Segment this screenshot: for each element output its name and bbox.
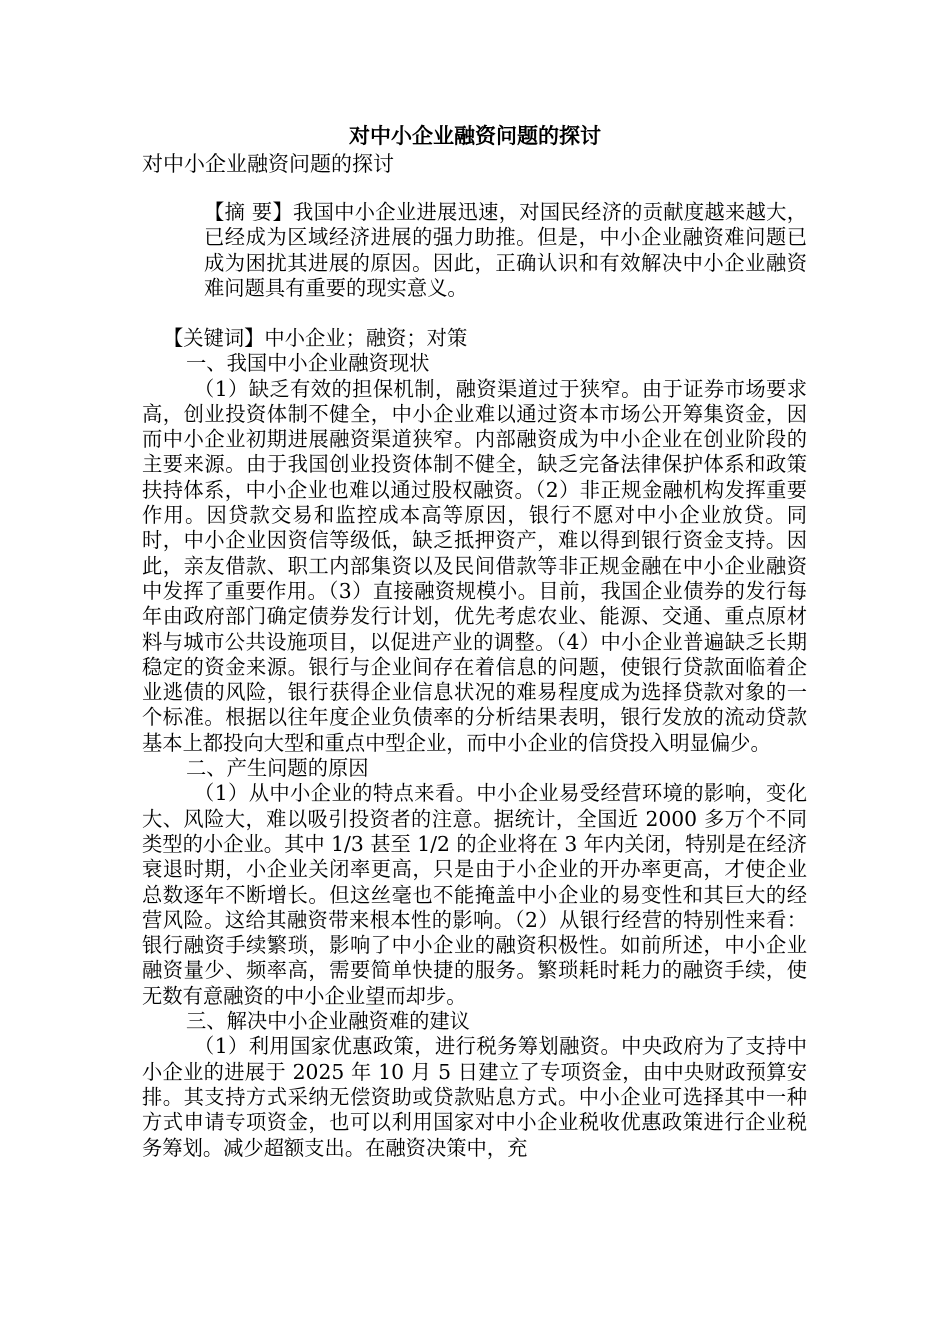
document-subtitle: 对中小企业融资问题的探讨 [142,152,394,176]
abstract-paragraph [142,200,807,301]
section-body-2: （1）从中小企业的特点来看。中小企业易受经营环境的影响，变化大、风险大，难以吸引投资者的注意。据统计，全国近 2000 多万个不同类型的小企业。其中 1/3 甚至 1/2 的企业将在 3 年内关闭，特别是在经济衰退时期，小企业关闭率更高，只是由于小企业的开办率更高，才使企业总数逐年不断增长。但这丝毫也不能掩盖中小企业的易变性和其巨大的经营风险。这给其融资带来根本性的影响。（2）从银行经营的特别性来看：银行融资手续繁琐，影响了中小企业的融资积极性。如前所述，中小企业融资量少、频率高，需要简单快捷的服务。繁琐耗时耗力的融资手续，使无数有意融资的中小企业望而却步。 [142,781,807,1008]
section-heading-1: 一、我国中小企业融资现状 [186,351,430,376]
section-body-3: （1）利用国家优惠政策，进行税务筹划融资。中央政府为了支持中小企业的进展于 2025 年 10 月 5 日建立了专项资金，由中央财政预算安排。其支持方式采纳无偿资助或贷款贴息方式。中小企业可选择其中一种方式申请专项资金，也可以利用国家对中小企业税收优惠政策进行企业税务筹划。减少超额支出。在融资决策中，充 [142,1034,807,1160]
keywords-line: 【关键词】中小企业；融资；对策 [163,326,468,350]
section-heading-2: 二、产生问题的原因 [186,756,369,781]
section-body-1: （1）缺乏有效的担保机制，融资渠道过于狭窄。由于证券市场要求高，创业投资体制不健全，中小企业难以通过资本市场公开筹集资金，因而中小企业初期进展融资渠道狭窄。内部融资成为中小企业在创业阶段的主要来源。由于我国创业投资体制不健全，缺乏完备法律保护体系和政策扶持体系，中小企业也难以通过股权融资。（2）非正规金融机构发挥重要作用。因贷款交易和监控成本高等原因，银行不愿对中小企业放贷。同时，中小企业因资信等级低，缺乏抵押资产，难以得到银行资金支持。因此，亲友借款、职工内部集资以及民间借款等非正规金融在中小企业融资中发挥了重要作用。（3）直接融资规模小。目前，我国企业债券的发行每年由政府部门确定债券发行计划，优先考虑农业、能源、交通、重点原材料与城市公共设施项目，以促进产业的调整。（4）中小企业普遍缺乏长期稳定的资金来源。银行与企业间存在着信息的问题，使银行贷款面临着企业逃债的风险，银行获得企业信息状况的难易程度成为选择贷款对象的一个标准。根据以往年度企业负债率的分析结果表明，银行发放的流动贷款基本上都投向大型和重点中型企业，而中小企业的信贷投入明显偏少。 [142,376,807,755]
section-heading-3: 三、解决中小企业融资难的建议 [186,1009,470,1034]
document-title: 对中小企业融资问题的探讨 [349,123,601,148]
body-section [142,326,807,1161]
abstract-text: 【摘 要】我国中小企业进展迅速，对国民经济的贡献度越来越大，已经成为区域经济进展的强力助推。但是，中小企业融资难问题已成为困扰其进展的原因。因此，正确认识和有效解决中小企业融资难问题具有重要的现实意义。 [204,200,807,300]
